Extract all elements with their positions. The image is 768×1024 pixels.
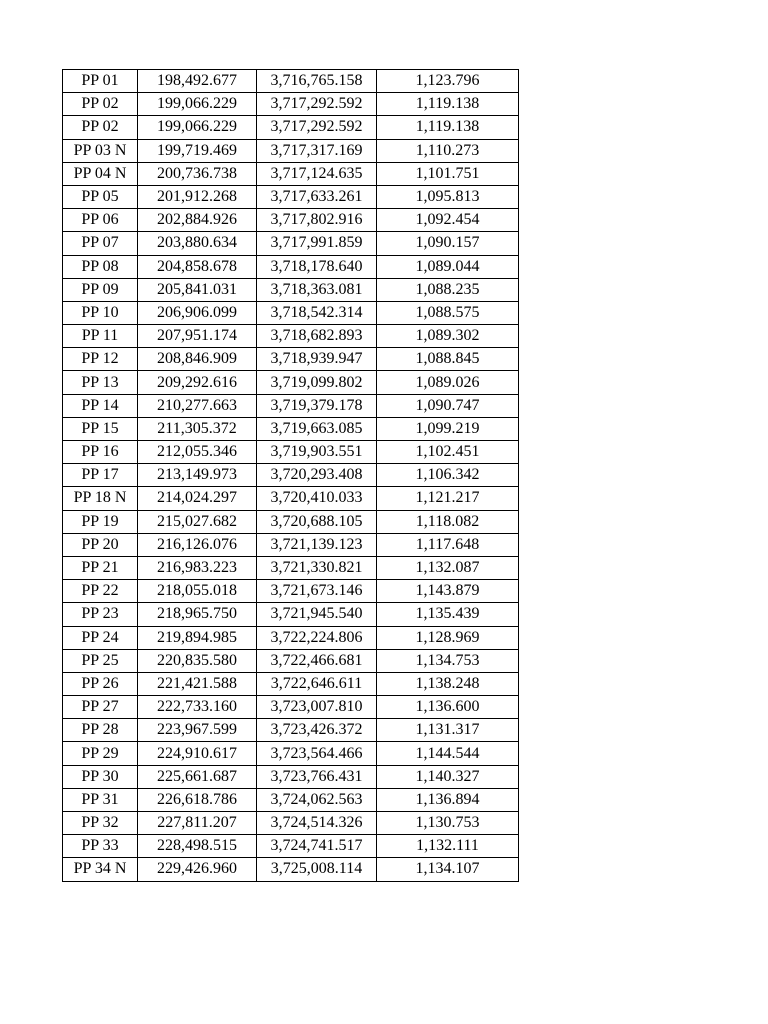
northing-cell: 3,722,224.806	[257, 626, 377, 649]
northing-cell: 3,724,062.563	[257, 788, 377, 811]
point-id-cell: PP 16	[63, 441, 138, 464]
table-row	[63, 255, 519, 278]
point-id-cell: PP 24	[63, 626, 138, 649]
easting-cell: 205,841.031	[138, 278, 257, 301]
table-row	[63, 209, 519, 232]
easting-cell: 214,024.297	[138, 487, 257, 510]
point-id-cell: PP 33	[63, 835, 138, 858]
table-row	[63, 603, 519, 626]
table-row	[63, 672, 519, 695]
table-row	[63, 301, 519, 324]
table-row	[63, 487, 519, 510]
elevation-cell: 1,130.753	[377, 812, 519, 835]
table-row	[63, 116, 519, 139]
northing-cell: 3,720,410.033	[257, 487, 377, 510]
point-id-cell: PP 19	[63, 510, 138, 533]
easting-cell: 200,736.738	[138, 162, 257, 185]
elevation-cell: 1,123.796	[377, 70, 519, 93]
point-id-cell: PP 08	[63, 255, 138, 278]
table-row	[63, 649, 519, 672]
easting-cell: 211,305.372	[138, 417, 257, 440]
northing-cell: 3,719,099.802	[257, 371, 377, 394]
northing-cell: 3,718,542.314	[257, 301, 377, 324]
elevation-cell: 1,136.600	[377, 696, 519, 719]
easting-cell: 207,951.174	[138, 325, 257, 348]
easting-cell: 203,880.634	[138, 232, 257, 255]
elevation-cell: 1,132.111	[377, 835, 519, 858]
table-row	[63, 719, 519, 742]
elevation-cell: 1,128.969	[377, 626, 519, 649]
point-id-cell: PP 12	[63, 348, 138, 371]
table-row	[63, 858, 519, 881]
elevation-cell: 1,088.575	[377, 301, 519, 324]
point-id-cell: PP 23	[63, 603, 138, 626]
easting-cell: 227,811.207	[138, 812, 257, 835]
point-id-cell: PP 22	[63, 580, 138, 603]
northing-cell: 3,723,007.810	[257, 696, 377, 719]
northing-cell: 3,718,178.640	[257, 255, 377, 278]
elevation-cell: 1,144.544	[377, 742, 519, 765]
table-row	[63, 742, 519, 765]
elevation-cell: 1,106.342	[377, 464, 519, 487]
elevation-cell: 1,089.044	[377, 255, 519, 278]
table-row	[63, 417, 519, 440]
elevation-cell: 1,095.813	[377, 185, 519, 208]
point-id-cell: PP 20	[63, 533, 138, 556]
point-id-cell: PP 25	[63, 649, 138, 672]
northing-cell: 3,718,682.893	[257, 325, 377, 348]
table-row	[63, 696, 519, 719]
point-id-cell: PP 34 N	[63, 858, 138, 881]
northing-cell: 3,719,663.085	[257, 417, 377, 440]
easting-cell: 218,965.750	[138, 603, 257, 626]
easting-cell: 223,967.599	[138, 719, 257, 742]
easting-cell: 226,618.786	[138, 788, 257, 811]
easting-cell: 208,846.909	[138, 348, 257, 371]
elevation-cell: 1,090.747	[377, 394, 519, 417]
elevation-cell: 1,092.454	[377, 209, 519, 232]
elevation-cell: 1,119.138	[377, 93, 519, 116]
easting-cell: 222,733.160	[138, 696, 257, 719]
point-id-cell: PP 31	[63, 788, 138, 811]
table-row	[63, 371, 519, 394]
table-row	[63, 510, 519, 533]
easting-cell: 198,492.677	[138, 70, 257, 93]
northing-cell: 3,724,514.326	[257, 812, 377, 835]
northing-cell: 3,720,688.105	[257, 510, 377, 533]
easting-cell: 202,884.926	[138, 209, 257, 232]
point-id-cell: PP 02	[63, 93, 138, 116]
coordinates-table-body	[63, 70, 519, 882]
elevation-cell: 1,134.107	[377, 858, 519, 881]
northing-cell: 3,719,903.551	[257, 441, 377, 464]
elevation-cell: 1,138.248	[377, 672, 519, 695]
easting-cell: 201,912.268	[138, 185, 257, 208]
point-id-cell: PP 18 N	[63, 487, 138, 510]
northing-cell: 3,721,673.146	[257, 580, 377, 603]
easting-cell: 199,066.229	[138, 116, 257, 139]
northing-cell: 3,717,124.635	[257, 162, 377, 185]
elevation-cell: 1,088.845	[377, 348, 519, 371]
table-row	[63, 464, 519, 487]
point-id-cell: PP 29	[63, 742, 138, 765]
point-id-cell: PP 02	[63, 116, 138, 139]
easting-cell: 228,498.515	[138, 835, 257, 858]
northing-cell: 3,717,317.169	[257, 139, 377, 162]
northing-cell: 3,717,633.261	[257, 185, 377, 208]
point-id-cell: PP 13	[63, 371, 138, 394]
point-id-cell: PP 17	[63, 464, 138, 487]
table-row	[63, 765, 519, 788]
easting-cell: 229,426.960	[138, 858, 257, 881]
easting-cell: 206,906.099	[138, 301, 257, 324]
table-row	[63, 139, 519, 162]
point-id-cell: PP 10	[63, 301, 138, 324]
table-row	[63, 348, 519, 371]
northing-cell: 3,717,292.592	[257, 93, 377, 116]
easting-cell: 204,858.678	[138, 255, 257, 278]
point-id-cell: PP 07	[63, 232, 138, 255]
point-id-cell: PP 03 N	[63, 139, 138, 162]
northing-cell: 3,719,379.178	[257, 394, 377, 417]
table-row	[63, 812, 519, 835]
elevation-cell: 1,134.753	[377, 649, 519, 672]
easting-cell: 218,055.018	[138, 580, 257, 603]
elevation-cell: 1,132.087	[377, 556, 519, 579]
easting-cell: 216,983.223	[138, 556, 257, 579]
northing-cell: 3,723,426.372	[257, 719, 377, 742]
northing-cell: 3,722,466.681	[257, 649, 377, 672]
northing-cell: 3,716,765.158	[257, 70, 377, 93]
point-id-cell: PP 09	[63, 278, 138, 301]
point-id-cell: PP 06	[63, 209, 138, 232]
coordinates-table	[62, 69, 519, 882]
point-id-cell: PP 11	[63, 325, 138, 348]
table-row	[63, 580, 519, 603]
elevation-cell: 1,117.648	[377, 533, 519, 556]
northing-cell: 3,724,741.517	[257, 835, 377, 858]
easting-cell: 209,292.616	[138, 371, 257, 394]
elevation-cell: 1,118.082	[377, 510, 519, 533]
northing-cell: 3,717,991.859	[257, 232, 377, 255]
easting-cell: 216,126.076	[138, 533, 257, 556]
table-row	[63, 626, 519, 649]
table-row	[63, 162, 519, 185]
point-id-cell: PP 15	[63, 417, 138, 440]
point-id-cell: PP 14	[63, 394, 138, 417]
northing-cell: 3,723,564.466	[257, 742, 377, 765]
point-id-cell: PP 05	[63, 185, 138, 208]
elevation-cell: 1,121.217	[377, 487, 519, 510]
elevation-cell: 1,089.302	[377, 325, 519, 348]
northing-cell: 3,725,008.114	[257, 858, 377, 881]
table-row	[63, 556, 519, 579]
point-id-cell: PP 01	[63, 70, 138, 93]
northing-cell: 3,723,766.431	[257, 765, 377, 788]
northing-cell: 3,721,945.540	[257, 603, 377, 626]
table-row	[63, 533, 519, 556]
table-row	[63, 394, 519, 417]
northing-cell: 3,717,802.916	[257, 209, 377, 232]
table-row	[63, 788, 519, 811]
easting-cell: 210,277.663	[138, 394, 257, 417]
elevation-cell: 1,088.235	[377, 278, 519, 301]
elevation-cell: 1,131.317	[377, 719, 519, 742]
table-row	[63, 70, 519, 93]
northing-cell: 3,721,330.821	[257, 556, 377, 579]
table-row	[63, 835, 519, 858]
northing-cell: 3,720,293.408	[257, 464, 377, 487]
easting-cell: 225,661.687	[138, 765, 257, 788]
northing-cell: 3,721,139.123	[257, 533, 377, 556]
point-id-cell: PP 30	[63, 765, 138, 788]
table-row	[63, 325, 519, 348]
elevation-cell: 1,089.026	[377, 371, 519, 394]
elevation-cell: 1,090.157	[377, 232, 519, 255]
point-id-cell: PP 27	[63, 696, 138, 719]
elevation-cell: 1,140.327	[377, 765, 519, 788]
easting-cell: 213,149.973	[138, 464, 257, 487]
table-row	[63, 232, 519, 255]
northing-cell: 3,718,939.947	[257, 348, 377, 371]
easting-cell: 199,066.229	[138, 93, 257, 116]
point-id-cell: PP 26	[63, 672, 138, 695]
northing-cell: 3,717,292.592	[257, 116, 377, 139]
point-id-cell: PP 04 N	[63, 162, 138, 185]
elevation-cell: 1,102.451	[377, 441, 519, 464]
easting-cell: 212,055.346	[138, 441, 257, 464]
easting-cell: 199,719.469	[138, 139, 257, 162]
point-id-cell: PP 28	[63, 719, 138, 742]
point-id-cell: PP 32	[63, 812, 138, 835]
easting-cell: 221,421.588	[138, 672, 257, 695]
table-row	[63, 93, 519, 116]
easting-cell: 224,910.617	[138, 742, 257, 765]
elevation-cell: 1,136.894	[377, 788, 519, 811]
table-row	[63, 185, 519, 208]
elevation-cell: 1,099.219	[377, 417, 519, 440]
northing-cell: 3,718,363.081	[257, 278, 377, 301]
elevation-cell: 1,135.439	[377, 603, 519, 626]
northing-cell: 3,722,646.611	[257, 672, 377, 695]
elevation-cell: 1,101.751	[377, 162, 519, 185]
easting-cell: 220,835.580	[138, 649, 257, 672]
elevation-cell: 1,119.138	[377, 116, 519, 139]
table-row	[63, 441, 519, 464]
point-id-cell: PP 21	[63, 556, 138, 579]
table-row	[63, 278, 519, 301]
elevation-cell: 1,110.273	[377, 139, 519, 162]
easting-cell: 215,027.682	[138, 510, 257, 533]
easting-cell: 219,894.985	[138, 626, 257, 649]
elevation-cell: 1,143.879	[377, 580, 519, 603]
